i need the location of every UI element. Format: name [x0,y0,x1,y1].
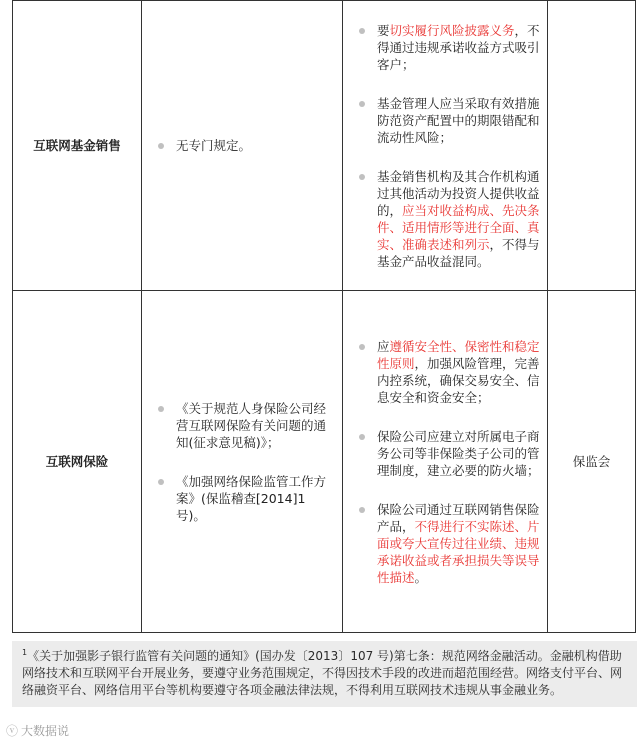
list-item [343,501,541,586]
requirements-cell [343,291,548,633]
regulator-cell [548,1,636,291]
text-segment: 要 [377,22,390,38]
regulator-cell: 保监会 [548,291,636,633]
category-cell: 互联网保险 [13,291,142,633]
policy-list [142,400,342,524]
highlighted-text: 切实履行风险披露义务 [389,22,515,38]
text-segment: ，加强风险管理，完善内控系统，确保交易安全、信息安全和资金安全； [377,355,540,405]
table-row [13,291,636,633]
watermark-text: 大数据说 [21,724,70,738]
list-item [343,428,541,479]
text-segment: 。 [414,569,428,585]
requirements-cell [343,1,548,291]
highlighted-text: 遵循安全性、保密性和稳定性原则 [377,338,540,371]
footnote-text: 《关于加强影子银行监管有关问题的通知》(国办发〔2013〕107 号)第七条：规范网络金融活动。金融机构借助网络技术和互联网平台开展业务，要遵守业务范围规定，不得因技术手段的改进而超范围经营。网络支付平台、网络融资平台、网络信用平台等机构要遵守各项金融法律法规，不得利用互联网技术违规从事金融业务。 [22,649,623,697]
requirements-list [343,338,547,586]
policy-documents-cell [142,1,343,291]
list-item: 《关于规范人身保险公司经营互联网保险有关问题的通知(征求意见稿)》； [142,400,336,451]
list-item [343,168,541,270]
text-segment: 应 [377,338,390,354]
policy-list [142,137,342,154]
text-segment: 基金销售机构及其合作机构通过其他活动为投资人提供收益的， [377,168,540,218]
regulation-table [12,0,636,633]
text-segment: 保险公司应建立对所属电子商务公司等非保险类子公司的管理制度，建立必要的防火墙； [377,428,540,478]
watermark-logo-icon: ⓥ [6,724,19,738]
category-cell: 互联网基金销售 [13,1,142,291]
list-item [343,338,541,406]
list-item [343,22,541,73]
footnote [12,641,637,707]
highlighted-text: 不得进行不实陈述、片面或夸大宣传过往业绩、违规承诺收益或者承担损失等误导性描述 [377,518,540,585]
policy-documents-cell [142,291,343,633]
footnote-marker: 1 [22,648,28,657]
list-item [343,95,541,146]
text-segment: 基金管理人应当采取有效措施防范资产配置中的期限错配和流动性风险； [377,95,540,145]
table-row [13,1,636,291]
requirements-list [343,22,547,270]
text-segment: ，不得与基金产品收益混同。 [377,236,540,269]
list-item: 《加强网络保险监管工作方案》(保监稽查[2014]1 号)。 [142,473,336,524]
text-segment: 保险公司通过互联网销售保险产品， [377,501,540,534]
text-segment: ，不得通过违规承诺收益方式吸引客户； [377,22,540,72]
list-item: 无专门规定。 [142,137,336,154]
highlighted-text: 应当对收益构成、先决条件、适用情形等进行全面、真实、准确表述和列示 [377,202,540,252]
watermark [6,722,69,739]
